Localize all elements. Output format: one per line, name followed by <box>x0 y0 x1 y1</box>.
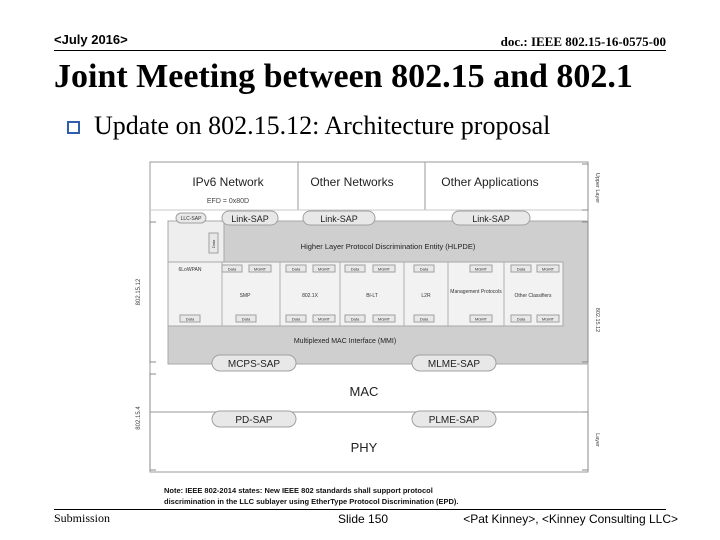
tag-data-1-label: Data <box>227 266 237 272</box>
ltag-data-1-label: Data <box>185 316 195 322</box>
right-label-layer: Layer <box>594 433 600 447</box>
bullet-square-icon <box>67 121 80 134</box>
tag-mgmt-4-label: MGMT <box>474 266 488 272</box>
module-smp: SMP <box>239 293 251 299</box>
tag-mgmt-2-label: MGMT <box>317 266 331 272</box>
tag-data-4-label: Data <box>419 266 429 272</box>
header-divider <box>54 50 666 51</box>
link-sap-2-label: Link-SAP <box>320 214 358 224</box>
module-6lowpan: 6LoWPAN <box>178 267 202 273</box>
link-sap-3-label: Link-SAP <box>472 214 510 224</box>
slide-title: Joint Meeting between 802.15 and 802.1 <box>54 58 633 95</box>
footer-divider <box>54 509 666 510</box>
link-sap-1-label: Link-SAP <box>231 214 269 224</box>
header-date: <July 2016> <box>54 32 128 47</box>
tag-mgmt-5-label: MGMT <box>541 266 555 272</box>
ltag-data-3-label: Data <box>291 316 301 322</box>
left-label-802-15-12: 802.15.12 <box>136 278 142 306</box>
tag-data-5-label: Data <box>516 266 526 272</box>
architecture-diagram <box>130 160 610 506</box>
ltag-data-2-label: Data <box>241 316 251 322</box>
module-other-classifiers: Other Classifiers <box>514 293 552 299</box>
module-bllt: Bl-LT <box>366 293 378 299</box>
ltag-mgmt-6-label: MGMT <box>541 316 555 322</box>
tag-data-3-label: Data <box>350 266 360 272</box>
header-doc-id: doc.: IEEE 802.15-16-0575-00 <box>500 34 666 49</box>
bullet-item <box>67 111 550 141</box>
module-management: Management Protocols <box>450 289 502 295</box>
module-l2r: L2R <box>421 293 431 299</box>
ltag-mgmt-5-label: MGMT <box>474 316 488 322</box>
data-tag-vertical-label: Data <box>211 239 216 249</box>
note-line-1: Note: IEEE 802-2014 states: New IEEE 802 standards shall support protocol <box>164 486 433 495</box>
efd-label: EFD = 0x80D <box>206 198 250 205</box>
top-box-ipv6: IPv6 Network <box>192 175 264 189</box>
note-line-2: discrimination in the LLC sublayer using EtherType Protocol Discrimination (EPD). <box>164 497 459 506</box>
ltag-mgmt-4-label: MGMT <box>377 316 391 322</box>
hlpde-label: Higher Layer Protocol Discrimination Entity (HLPDE) <box>300 242 476 251</box>
bullet-text: Update on 802.15.12: Architecture proposal <box>94 111 551 140</box>
mac-label: MAC <box>349 384 379 399</box>
left-label-802-15-4: 802.15.4 <box>136 406 142 430</box>
right-label-802-15-12: 802.15.12 <box>594 307 600 333</box>
ltag-data-4-label: Data <box>350 316 360 322</box>
plme-sap-label: PLME-SAP <box>428 415 480 426</box>
phy-label: PHY <box>350 440 378 455</box>
mlme-sap-label: MLME-SAP <box>427 359 481 370</box>
ltag-data-5-label: Data <box>419 316 429 322</box>
module-8021x: 802.1X <box>302 293 318 299</box>
footer-slide-number: Slide 150 <box>338 512 389 526</box>
tag-mgmt-1-label: MGMT <box>253 266 267 272</box>
pd-sap-label: PD-SAP <box>235 415 273 426</box>
top-box-other-networks: Other Networks <box>310 175 394 189</box>
mmi-label: Multiplexed MAC Interface (MMI) <box>293 338 397 345</box>
llc-sap-small-label: LLC-SAP <box>180 216 202 222</box>
footer-submission: Submission <box>54 511 111 525</box>
top-box-other-applications: Other Applications <box>441 175 539 189</box>
tag-mgmt-3-label: MGMT <box>377 266 391 272</box>
right-label-upper: Upper Layer <box>594 172 600 204</box>
ltag-mgmt-3-label: MGMT <box>317 316 331 322</box>
tag-data-2-label: Data <box>291 266 301 272</box>
ltag-data-6-label: Data <box>516 316 526 322</box>
mcps-sap-label: MCPS-SAP <box>227 359 281 370</box>
footer-author: <Pat Kinney>, <Kinney Consulting LLC> <box>463 512 678 526</box>
